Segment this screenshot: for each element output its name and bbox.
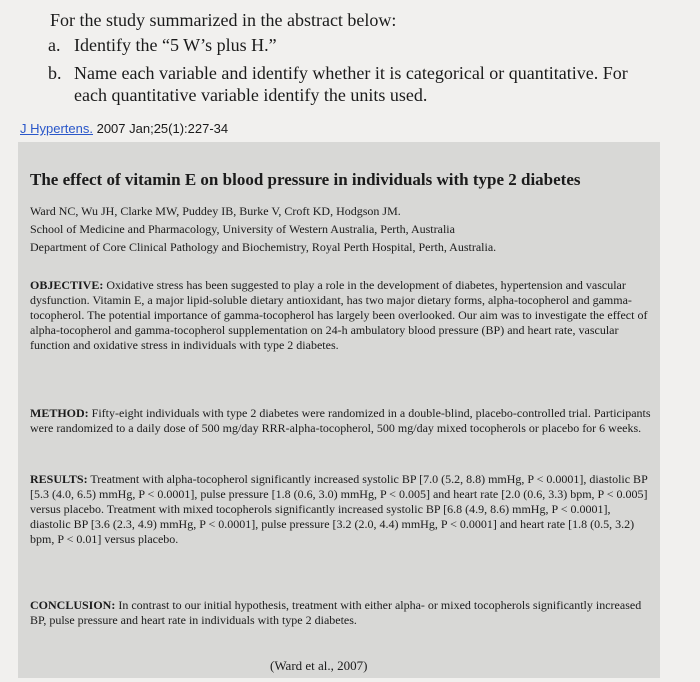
question-b-text-line2: each quantitative variable identify the units used. xyxy=(74,85,428,105)
results-section xyxy=(30,472,652,547)
affiliation-2: Department of Core Clinical Pathology and Biochemistry, Royal Perth Hospital, Perth, Australia. xyxy=(30,240,497,254)
question-b-marker: b. xyxy=(48,63,62,83)
objective-heading: OBJECTIVE: xyxy=(30,278,104,292)
abstract-panel xyxy=(18,142,660,678)
objective-text: Oxidative stress has been suggested to play a role in the development of diabetes, hypertension and vascular dysfunction. Vitamin E, a major lipid-soluble dietary antioxidant, has two major dietary forms, alpha-tocopherol and gamma-tocopherol. The potential importance of gamma-tocopherol has largely been overlooked. Our aim was to investigate the effect of alpha-tocopherol and gamma-tocopherol supplementation on 24-h ambulatory blood pressure (BP) and heart rate, vascular function and oxidative stress in individuals with type 2 diabetes. xyxy=(30,278,648,352)
method-heading: METHOD: xyxy=(30,406,89,420)
question-a-text: Identify the “5 W’s plus H.” xyxy=(74,35,277,55)
method-section xyxy=(30,406,652,436)
journal-citation xyxy=(20,121,228,136)
question-a xyxy=(48,34,277,56)
objective-section xyxy=(30,278,652,353)
results-heading: RESULTS: xyxy=(30,472,88,486)
authors-list: Ward NC, Wu JH, Clarke MW, Puddey IB, Burke V, Croft KD, Hodgson JM. xyxy=(30,204,401,218)
conclusion-text: In contrast to our initial hypothesis, treatment with either alpha- or mixed tocopherols significantly increased BP, pulse pressure and heart rate in individuals with type 2 diabetes. xyxy=(30,598,642,627)
affiliation-1: School of Medicine and Pharmacology, University of Western Australia, Perth, Australia xyxy=(30,222,455,236)
journal-link[interactable]: J Hypertens. xyxy=(20,121,93,136)
conclusion-heading: CONCLUSION: xyxy=(30,598,116,612)
question-b-text-line1: Name each variable and identify whether it is categorical or quantitative. For xyxy=(74,63,628,83)
conclusion-section xyxy=(30,598,652,628)
question-b xyxy=(48,62,648,106)
method-text: Fifty-eight individuals with type 2 diabetes were randomized in a double-blind, placebo-controlled trial. Participants were randomized to a daily dose of 500 mg/day RRR-alpha-tocopherol, 500 mg/day mixed tocopherols or placebo for 6 weeks. xyxy=(30,406,651,435)
footer-citation: (Ward et al., 2007) xyxy=(270,658,368,673)
question-a-marker: a. xyxy=(48,35,61,55)
authors-block xyxy=(30,202,496,256)
results-text: Treatment with alpha-tocopherol significantly increased systolic BP [7.0 (5.2, 8.8) mmHg, P < 0.0001], diastolic BP [5.3 (4.0, 6.5) mmHg, P < 0.0001], pulse pressure [1.8 (0.6, 3.0) mmHg, P < 0.005] and heart rate [2.0 (0.6, 3.3) bpm, P < 0.005] versus placebo. Treatment with mixed tocopherols significantly increased systolic BP [6.8 (4.9, 8.6) mmHg, P < 0.0001], diastolic BP [3.6 (2.3, 4.9) mmHg, P < 0.0001], pulse pressure [3.2 (2.0, 4.4) mmHg, P < 0.0001] and heart rate [1.8 (0.5, 3.2) bpm, P < 0.01] versus placebo. xyxy=(30,472,648,546)
abstract-title: The effect of vitamin E on blood pressure in individuals with type 2 diabetes xyxy=(30,170,581,189)
citation-details: 2007 Jan;25(1):227-34 xyxy=(92,121,229,136)
question-intro: For the study summarized in the abstract below: xyxy=(50,10,397,30)
